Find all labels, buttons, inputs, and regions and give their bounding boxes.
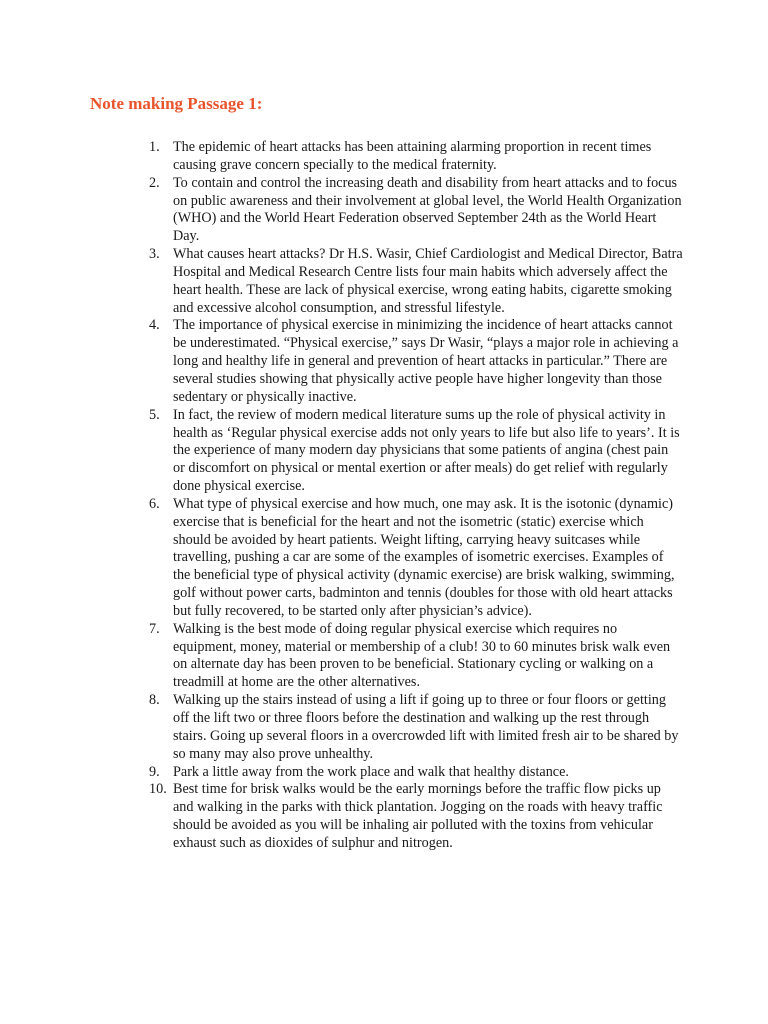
list-item: [0, 175, 683, 246]
list-item-text: Walking up the stairs instead of using a lift if going up to three or four floors or getting off the lift two or three floors before the destination and walking up the rest through stairs. Going up several floors in a overcrowded lift with limited fresh air to be shared by so many may also prove unhealthy.: [173, 692, 679, 762]
list-item-text: What type of physical exercise and how much, one may ask. It is the isotonic (dynamic) exercise that is beneficial for the heart and not the isometric (static) exercise which should be avoided by heart patients. Weight lifting, carrying heavy suitcases while travelling, pushing a car are some of the examples of isometric exercises. Examples of the beneficial type of physical activity (dynamic exercise) are brisk walking, swimming, golf without power carts, badminton and tennis (doubles for those with old heart attacks but fully recovered, to be started only after physician’s advice).: [173, 495, 675, 619]
list-item-text: Park a little away from the work place and walk that healthy distance.: [173, 763, 569, 780]
list-item: [0, 764, 683, 782]
page-title: Note making Passage 1:: [90, 94, 263, 113]
list-item-number: 3.: [149, 246, 160, 263]
list-item-text: What causes heart attacks? Dr H.S. Wasir, Chief Cardiologist and Medical Director, Batra Hospital and Medical Research Centre lists four main habits which adversely affect the heart health. These are lack of physical exercise, wrong eating habits, cigarette smoking and excessive alcohol consumption, and stressful lifestyle.: [173, 246, 683, 316]
list-item: [0, 407, 683, 496]
list-item-number: 7.: [149, 620, 160, 637]
list-item-number: 8.: [149, 692, 160, 709]
list-item: [0, 692, 683, 763]
numbered-list: [0, 139, 683, 853]
list-item: [0, 496, 683, 621]
list-item-number: 5.: [149, 406, 160, 423]
list-item-number: 10.: [149, 781, 167, 798]
list-item-number: 2.: [149, 174, 160, 191]
list-item-number: 1.: [149, 139, 160, 155]
list-item-text: In fact, the review of modern medical literature sums up the role of physical activity in health as ‘Regular physical exercise adds not only years to life but also life to years’. It is the experience of many modern day physicians that some patients of angina (chest pain or discomfort on physical or mental exertion or after meals) do get relief with regularly done physical exercise.: [173, 406, 680, 495]
list-item-text: To contain and control the increasing death and disability from heart attacks and to focus on public awareness and their involvement at global level, the World Health Organization (WHO) and the World Heart Federation observed September 24th as the World Heart Day.: [173, 174, 682, 245]
list-item-text: The epidemic of heart attacks has been attaining alarming proportion in recent times causing grave concern specially to the medical fraternity.: [173, 139, 652, 173]
list-item: [0, 139, 683, 175]
list-item-number: 6.: [149, 495, 160, 512]
list-item-text: Best time for brisk walks would be the early mornings before the traffic flow picks up and walking in the parks with thick plantation. Jogging on the roads with heavy traffic should be avoided as you will be inhaling air polluted with the toxins from vehicular exhaust such as dioxides of sulphur and nitrogen.: [173, 781, 663, 851]
list-item-text: Walking is the best mode of doing regular physical exercise which requires no equipment, money, material or membership of a club! 30 to 60 minutes brisk walk even on alternate day has been proven to be beneficial. Stationary cycling or walking on a treadmill at home are the other alternatives.: [173, 620, 671, 691]
list-item-number: 9.: [149, 763, 160, 780]
list-item-number: 4.: [149, 317, 160, 334]
list-item: [0, 621, 683, 692]
list-item-text: The importance of physical exercise in minimizing the incidence of heart attacks cannot be underestimated. “Physical exercise,” says Dr Wasir, “plays a major role in achieving a long and healthy life in general and prevention of heart attacks in particular.” There are several studies showing that physically active people have higher longevity than those sedentary or physically inactive.: [173, 317, 679, 405]
list-item: [0, 781, 683, 852]
list-item: [0, 317, 683, 406]
list-item: [0, 246, 683, 317]
